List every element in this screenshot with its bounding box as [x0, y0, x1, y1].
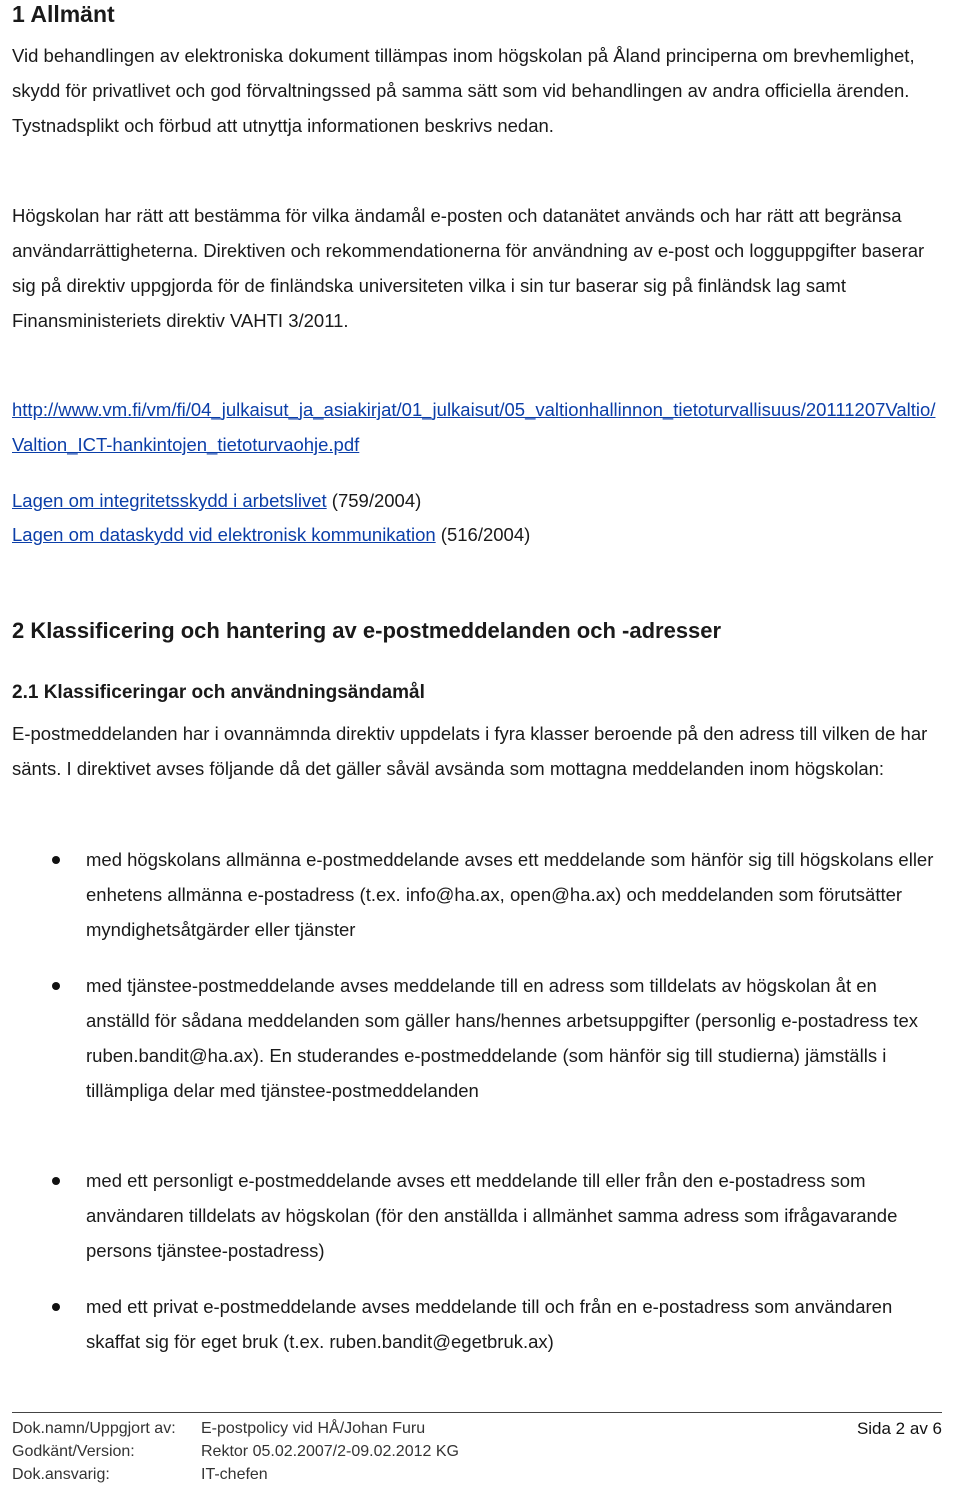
section-2-heading: 2 Klassificering och hantering av e-postmeddelanden och -adresser: [12, 618, 722, 643]
list-item-text: med ett privat e-postmeddelande avses meddelande till och från en e-postadress som användaren skaffat sig för eget bruk (t.ex. ruben.bandit@egetbruk.ax): [86, 1296, 893, 1352]
document-footer: [12, 1412, 942, 1486]
footer-value: E-postpolicy vid HÅ/Johan Furu: [201, 1420, 426, 1437]
footer-value: IT-chefen: [201, 1466, 268, 1483]
list-item-text: med högskolans allmänna e-postmeddelande avses ett meddelande som hänför sig till högskolans eller enhetens allmänna e-postadress (t.ex. info@ha.ax, open@ha.ax) och meddelanden som förutsätter myndighetsåtgärder eller tjänster: [86, 849, 934, 940]
list-item-text: med tjänstee-postmeddelande avses meddelande till en adress som tilldelats av högskolan åt en anställd för sådana meddelanden som gäller hans/hennes arbetsuppgifter (personlig e-postadress tex ruben.bandit@ha.ax). En studerandes e-postmeddelande (som hänför sig till studierna) jämställs i tillämpliga delar med tjänstee-postmeddelanden: [86, 975, 918, 1101]
bullet-icon: [52, 982, 60, 990]
section-2-intro: E-postmeddelanden har i ovannämnda direktiv uppdelats i fyra klasser beroende på den adress till vilken de har sänts. I direktivet avses följande då det gäller såväl avsända som mottagna meddelanden inom högskolan:: [12, 723, 928, 779]
footer-row: [12, 1417, 942, 1440]
footer-key: Dok.namn/Uppgjort av:: [12, 1420, 176, 1437]
section-1-paragraph-2: Högskolan har rätt att bestämma för vilka ändamål e-posten och datanätet används och har rätt att begränsa användarrättigheterna. Direktiven och rekommendationerna för användning av e-post och logguppgifter baserar sig på direktiv uppgjorda för de finländska universiteten vilka i sin tur baserar sig på finländsk lag samt Finansministeriets direktiv VAHTI 3/2011.: [12, 205, 925, 331]
list-item: [12, 842, 942, 947]
list-item-text: med ett personligt e-postmeddelande avses ett meddelande till eller från den e-postadress som användaren tilldelats av högskolan (för den anställda i allmänhet samma adress som ifrågavarande persons tjänstee-postadress): [86, 1170, 898, 1261]
reference-url-link[interactable]: http://www.vm.fi/vm/fi/04_julkaisut_ja_asiakirjat/01_julkaisut/05_valtionhallinnon_tietoturvallisuus/20111207Valtio/Valtion_ICT-hankintojen_tietoturvaohje.pdf: [12, 399, 936, 455]
bullet-icon: [52, 1177, 60, 1185]
bullet-icon: [52, 856, 60, 864]
footer-key: Dok.ansvarig:: [12, 1466, 110, 1483]
list-item: [12, 1163, 942, 1268]
section-1-paragraph-1: Vid behandlingen av elektroniska dokument tillämpas inom högskolan på Åland principerna om brevhemlighet, skydd för privatlivet och god förvaltningssed på samma sätt som vid behandlingen av andra officiella ärenden. Tystnadsplikt och förbud att utnyttja informationen beskrivs nedan.: [12, 45, 915, 136]
law-2-ref: (516/2004): [435, 524, 531, 545]
law-reference-1: [12, 483, 942, 518]
law-reference-2: [12, 517, 942, 552]
section-2-1-heading: 2.1 Klassificeringar och användningsändamål: [12, 682, 425, 703]
bullet-icon: [52, 1303, 60, 1311]
footer-row: [12, 1463, 942, 1486]
page-number: Sida 2 av 6: [856, 1419, 942, 1438]
footer-key: Godkänt/Version:: [12, 1443, 135, 1460]
list-item: [12, 968, 942, 1108]
list-item: [12, 1289, 942, 1359]
law-1-ref: (759/2004): [326, 490, 422, 511]
reference-url-block: [12, 392, 942, 462]
law-1-link[interactable]: Lagen om integritetsskydd i arbetslivet: [12, 490, 327, 511]
footer-value: Rektor 05.02.2007/2-09.02.2012 KG: [201, 1443, 459, 1460]
footer-row: [12, 1440, 942, 1463]
section-1-heading: 1 Allmänt: [12, 1, 115, 27]
law-2-link[interactable]: Lagen om dataskydd vid elektronisk kommunikation: [12, 524, 436, 545]
